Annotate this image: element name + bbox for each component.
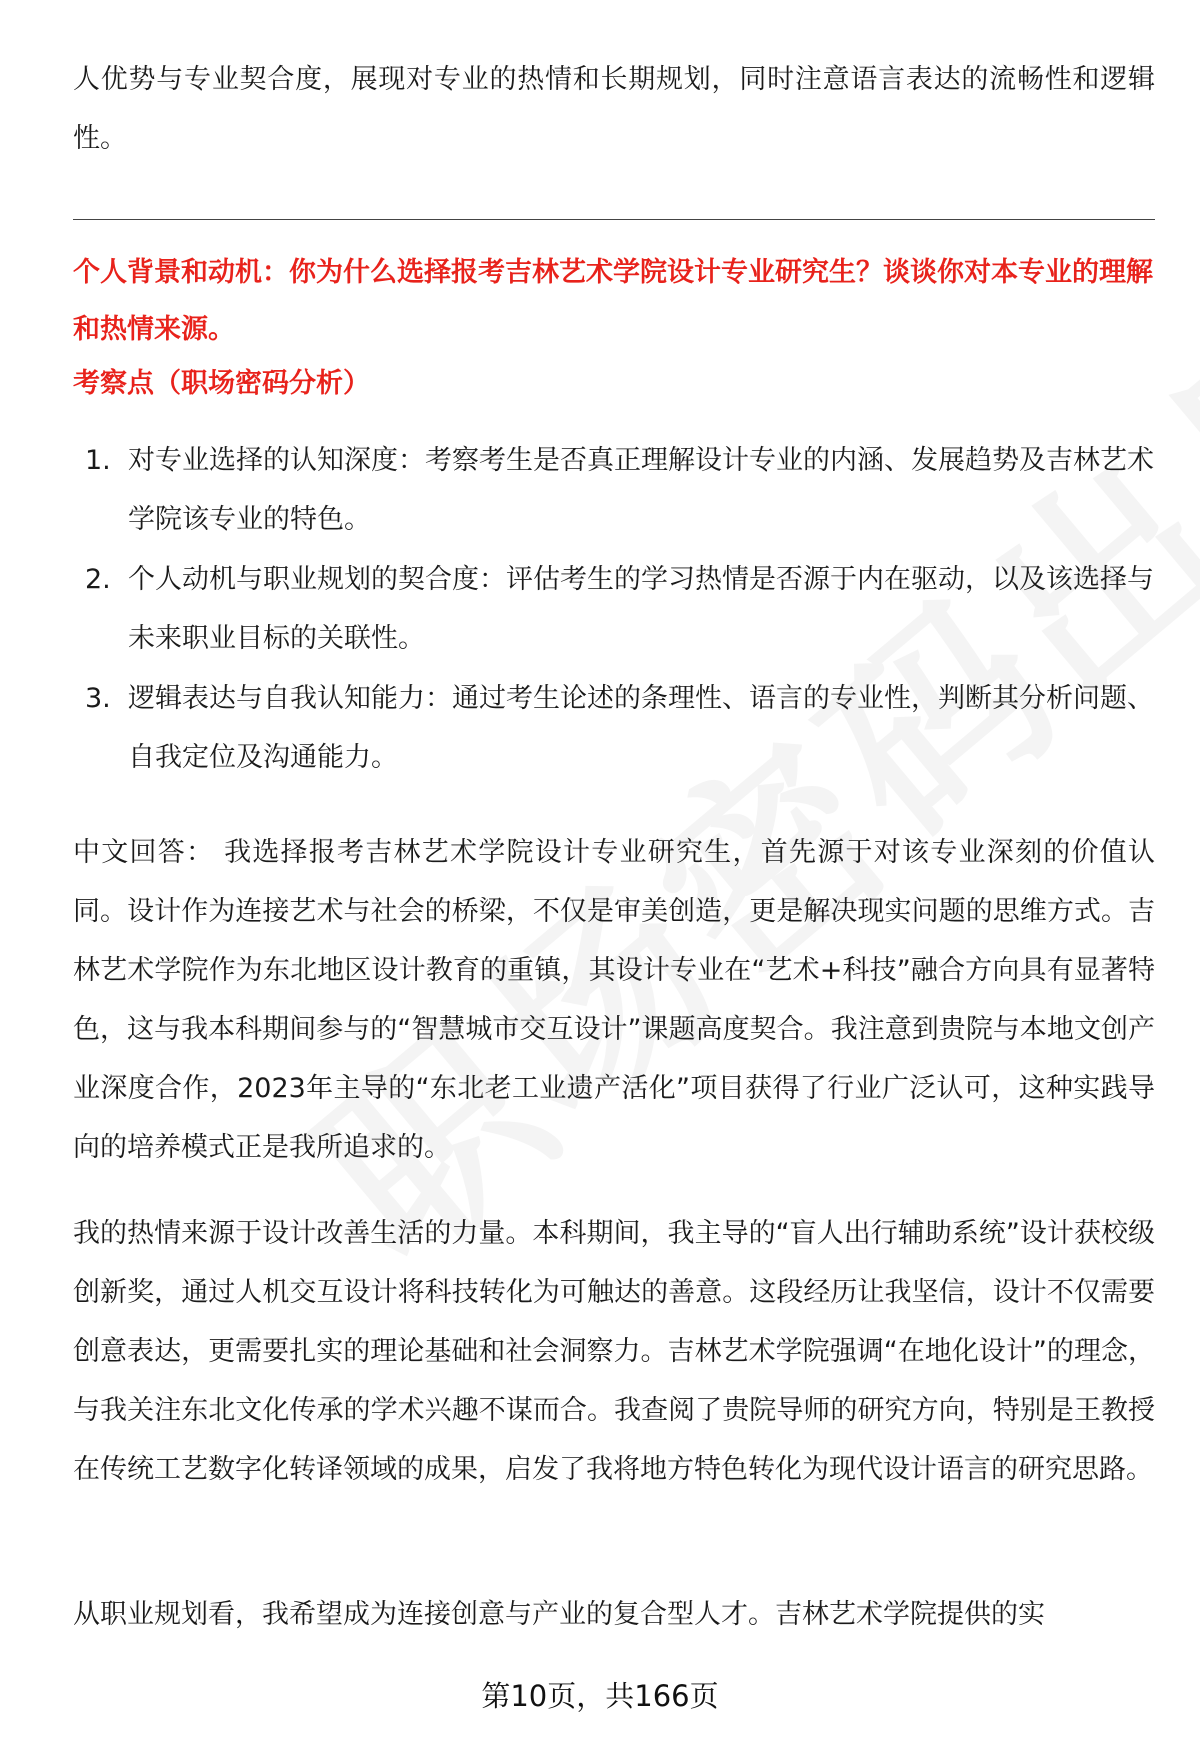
list-item	[73, 669, 1155, 787]
list-item	[73, 550, 1155, 668]
answer-paragraph: 我的热情来源于设计改善生活的力量。本科期间，我主导的“盲人出行辅助系统”设计获校级创新奖，通过人机交互设计将科技转化为可触达的善意。这段经历让我坚信，设计不仅需要创意表达，更需要扎实的理论基础和社会洞察力。吉林艺术学院强调“在地化设计”的理念，与我关注东北文化传承的学术兴趣不谋而合。我查阅了贵院导师的研究方向，特别是王教授在传统工艺数字化转译领域的成果，启发了我将地方特色转化为现代设计语言的研究思路。	[73, 1218, 1155, 1485]
list-item-number: 2.	[85, 564, 111, 595]
analysis-subheading: 考察点（职场密码分析）	[73, 368, 370, 399]
section-divider	[73, 219, 1155, 220]
question-heading: 个人背景和动机：你为什么选择报考吉林艺术学院设计专业研究生？谈谈你对本专业的理解和热情来源。	[73, 257, 1153, 345]
list-item-text: 个人动机与职业规划的契合度：评估考生的学习热情是否源于内在驱动，以及该选择与未来职业目标的关联性。	[128, 564, 1154, 654]
analysis-points-list	[73, 431, 1155, 788]
answer-paragraph: 中文回答： 我选择报考吉林艺术学院设计专业研究生，首先源于对该专业深刻的价值认同。设计作为连接艺术与社会的桥梁，不仅是审美创造，更是解决现实问题的思维方式。吉林艺术学院作为东北地区设计教育的重镇，其设计专业在“艺术+科技”融合方向具有显著特色，这与我本科期间参与的“智慧城市交互设计”课题高度契合。我注意到贵院与本地文创产业深度合作，2023年主导的“东北老工业遗产活化”项目获得了行业广泛认可，这种实践导向的培养模式正是我所追求的。	[73, 837, 1155, 1163]
answer-paragraph: 从职业规划看，我希望成为连接创意与产业的复合型人才。吉林艺术学院提供的实	[73, 1599, 1045, 1630]
list-item-number: 3.	[85, 683, 111, 714]
list-item	[73, 431, 1155, 549]
list-item-number: 1.	[85, 445, 111, 476]
continuation-text: 人优势与专业契合度，展现对专业的热情和长期规划，同时注意语言表达的流畅性和逻辑性。	[73, 64, 1155, 154]
page-footer: 第10页，共166页	[481, 1679, 719, 1713]
list-item-text: 对专业选择的认知深度：考察考生是否真正理解设计专业的内涵、发展趋势及吉林艺术学院该专业的特色。	[128, 445, 1154, 535]
list-item-text: 逻辑表达与自我认知能力：通过考生论述的条理性、语言的专业性，判断其分析问题、自我定位及沟通能力。	[128, 683, 1154, 773]
